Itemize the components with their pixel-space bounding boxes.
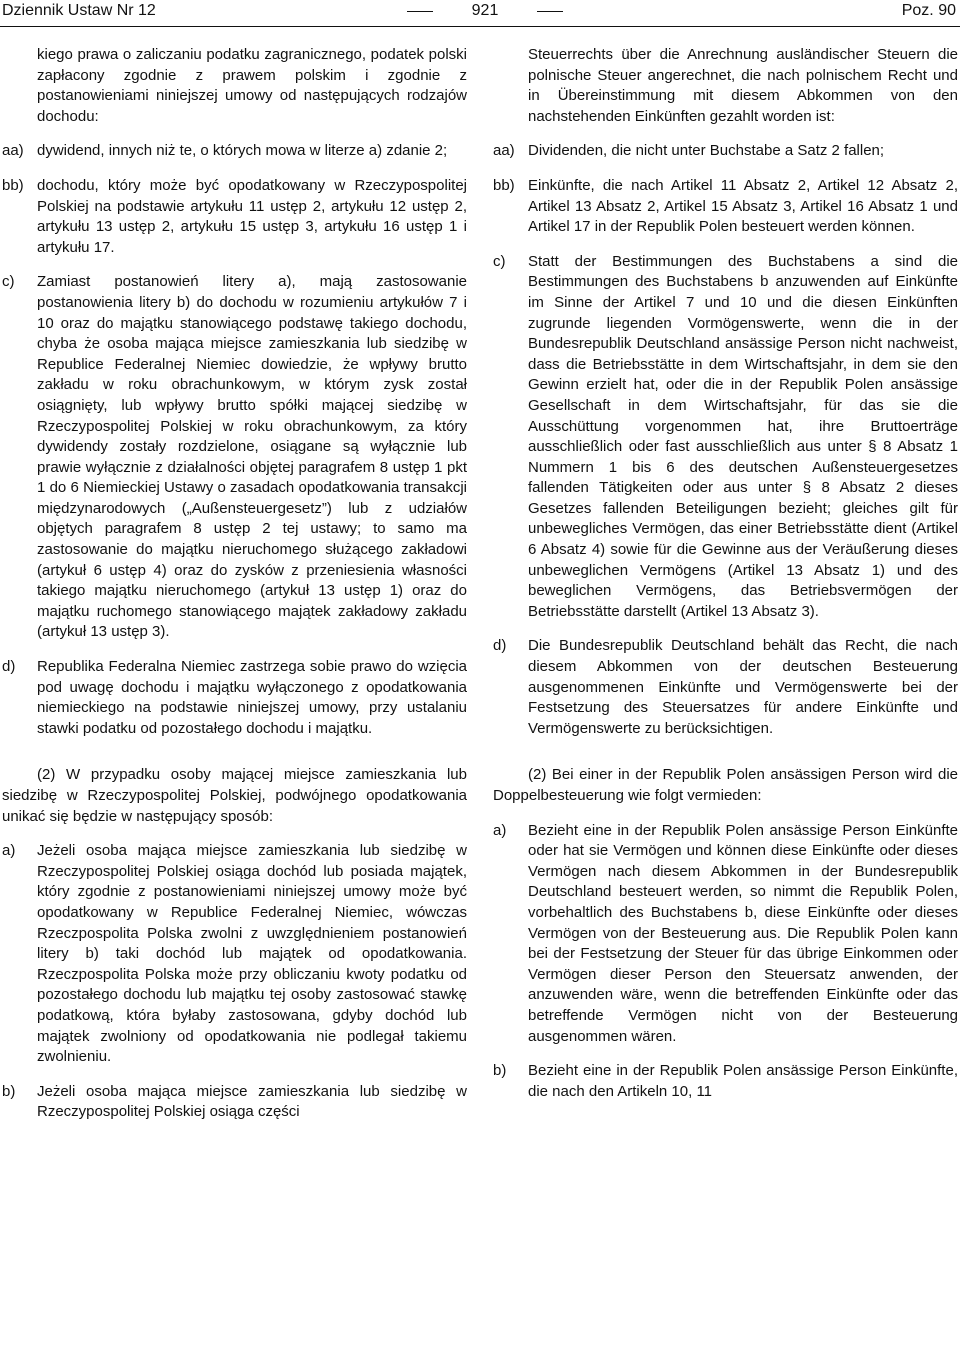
de-item-bb-label: bb)	[493, 176, 515, 194]
de-item-aa	[493, 141, 958, 162]
de-item-d	[493, 636, 958, 739]
pl-item-c	[2, 272, 467, 643]
pl-item-bb	[2, 176, 467, 258]
de-item-b	[493, 1061, 958, 1102]
de-item-d-text: Die Bundesrepublik Deutschland behält das Recht, die nach diesem Abkommen von der deutschen Besteuerung ausgenommenen Einkünfte und Vermögenswerte bei der Festsetzung des Steuersatzes für andere Einkünfte und Vermögenswerte zu berücksichtigen.	[528, 637, 958, 737]
pl-item-bb-text: dochodu, który może być opodatkowany w Rzeczypospolitej Polskiej na podstawie artykułu 11 ustęp 2, artykułu 12 ustęp 2, artykułu 13 ustęp 2, artykułu 15 ustęp 3, artykułu 16 ustęp 1 i artykułu 17.	[37, 176, 467, 256]
pl-item-c-text: Zamiast postanowień litery a), mają zastosowanie postanowienia litery b) do dochodu w rozumieniu artykułów 7 i 10 oraz do majątku stanowiącego podstawę takiego dochodu, chyba że osoba mająca miejsce zamieszkania lub siedzibę w Republice Federalnej Niemiec dowiedzie, że wpływy brutto zakładu w roku obrachunkowym, w którym zysk został osiągnięty, lub wpływy brutto spółki mającej siedzibę w Rzeczypospolitej Polskiej w roku obrachunkowym, za który dywidendy zostały rozdzielone, osiągane są wyłącznie lub prawie wyłącznie z działalności objętej paragrafem 8 ustęp 1 pkt 1 do 6 Niemieckiej Ustawy o zasadach opodatkowania transakcji międzynarodowych („Außensteuergesetz”) lub z udziałów objętych paragrafem 8 ustęp 2 tej ustawy; to samo ma zastosowanie do majątku nieruchomego służącego zakładowi (artykuł 6 ustęp 4) oraz do zysków z przeniesienia własności takiego majątku nieruchomego (artykuł 13 ustęp 1) oraz do majątku ruchomego stanowiącego majątek zakładowy zakładu (artykuł 13 ustęp 3).	[37, 273, 467, 641]
de-item-bb-text: Einkünfte, die nach Artikel 11 Absatz 2, Artikel 12 Absatz 2, Artikel 13 Absatz 2, Artikel 15 Absatz 3, Artikel 16 Absatz 1 und Artikel 17 in der Republik Polen besteuert werden können.	[528, 176, 958, 236]
de-item-a-label: a)	[493, 821, 507, 839]
pl-item-b-text: Jeżeli osoba mająca miejsce zamieszkania lub siedzibę w Rzeczypospolitej Polskiej osiąga części	[37, 1082, 467, 1121]
de-item-a	[493, 821, 958, 1048]
pl-item-a	[2, 841, 467, 1068]
pl-intro: kiego prawa o zaliczaniu podatku zagranicznego, podatek polski zapłacony zgodnie z prawem polskim i zgodnie z postanowieniami niniejszej umowy od następujących rodzajów dochodu:	[37, 46, 467, 125]
de-item-c-text: Statt der Bestimmungen des Buchstabens a sind die Bestimmungen des Buchstabens b anzuwenden auf Einkünfte im Sinne der Artikel 7 und 10 und die diesen Einkünften zugrunde liegenden Vormögenswerte, wenn die in der Bundesrepublik Deutschland ansässige Person nicht nachweist, dass die Betriebsstätte in dem Wirtschaftsjahr, in dem sie den Gewinn erzielt hat, oder die in der Republik Polen ansässige Gesellschaft in dem Wirtschaftsjahr, für das sie die Ausschüttung vorgenommen hat, ihre Bruttoerträge ausschließlich oder fast ausschließlich aus unter § 8 Absatz 1 Nummern 1 bis 6 des deutschen Außensteuergesetzes fallenden Tätigkeiten oder aus unter § 8 Absatz 2 dieses Gesetzes fallenden Beteiligungen bezieht; gleiches gilt für unbewegliches Vermögen, das einer Betriebsstätte dient (Artikel 6 Absatz 4) sowie für die Gewinne aus der Veräußerung dieses unbeweglichen Vermögens (Artikel 13 Absatz 1) und des beweglichen Vermögens, das Betriebsvermögen der Betriebsstätte darstellt (Artikel 13 Absatz 3).	[528, 252, 958, 620]
pl-item-aa-label: aa)	[2, 142, 24, 160]
pl-item-aa	[2, 141, 467, 162]
pl-item-b	[2, 1082, 467, 1123]
de-item-c-label: c)	[493, 252, 506, 270]
page-header	[0, 0, 960, 28]
position-number: Poz. 90	[901, 2, 956, 19]
header-rule	[0, 26, 960, 27]
pl-item-aa-text: dywidend, innych niż te, o których mowa w literze a) zdanie 2;	[37, 142, 448, 160]
polish-column	[2, 45, 467, 1123]
pl-item-d	[2, 657, 467, 739]
page-number: 921	[440, 0, 530, 22]
pl-item-c-label: c)	[2, 273, 15, 291]
german-column	[493, 45, 958, 1102]
de-item-b-label: b)	[493, 1062, 507, 1080]
de-item-d-label: d)	[493, 637, 507, 655]
pl-item-a-text: Jeżeli osoba mająca miejsce zamieszkania lub siedzibę w Rzeczypospolitej Polskiej osiąga dochód lub posiada majątek, który zgodnie z postanowieniami niniejszej umowy może być opodatkowany w Republice Federalnej Niemiec, wówczas Rzeczpospolita Polska zwolni z uwzględnieniem postanowień litery b) taki dochód lub majątek od opodatkowania. Rzeczpospolita Polska może przy obliczaniu kwoty podatku od pozostałego dochodu lub majątku tej osoby zastosować stawkę podatkową, która byłaby zastosowana, gdyby dochód lub majątek zwolniony od opodatkowania nie podlegał takiemu zwolnieniu.	[37, 842, 467, 1066]
de-item-aa-label: aa)	[493, 142, 515, 160]
de-paragraph-2: (2) Bei einer in der Republik Polen ansässigen Person wird die Doppelbesteuerung wie folgt vermieden:	[493, 766, 958, 804]
pl-item-d-label: d)	[2, 658, 16, 676]
pl-paragraph-2: (2) W przypadku osoby mającej miejsce zamieszkania lub siedzibę w Rzeczypospolitej Polskiej, podwójnego opodatkowania unikać się będzie w następujący sposób:	[2, 766, 467, 825]
de-item-a-text: Bezieht eine in der Republik Polen ansässige Person Einkünfte oder hat sie Vermögen und können diese Einkünfte oder dieses Vermögen nach diesem Abkommen in der Bundesrepublik Deutschland besteuert werden, so nimmt die Republik Polen, vorbehaltlich des Buchstabens b, diese Einkünfte oder dieses Vermögen von der Besteuerung aus. Die Republik Polen kann bei der Festsetzung der Steuer für das übrige Einkommen oder Vermögen dieser Person den Steuersatz anwenden, der anzuwenden wäre, wenn die betreffenden Einkünfte oder das betreffende Vermögen nicht von der Besteuerung ausgenommen wären.	[528, 821, 958, 1045]
pl-item-bb-label: bb)	[2, 176, 24, 194]
de-item-b-text: Bezieht eine in der Republik Polen ansässige Person Einkünfte, die nach den Artikeln 10, 11	[528, 1062, 958, 1100]
pl-item-b-label: b)	[2, 1082, 16, 1100]
pl-item-a-label: a)	[2, 842, 16, 860]
pl-item-d-text: Republika Federalna Niemiec zastrzega sobie prawo do wzięcia pod uwagę dochodu i majątku wyłączonego z opodatkowania niemieckiego na podstawie niniejszej umowy, przy ustalaniu stawki podatku od pozostałego dochodu i majątku.	[37, 658, 467, 737]
de-intro: Steuerrechts über die Anrechnung ausländischer Steuern die polnische Steuer angerechnet, die nach polnischem Recht und in Übereinstimmung mit diesem Abkommen von den nachstehenden Einkünften gezahlt worden ist:	[528, 46, 958, 125]
journal-title: Dziennik Ustaw Nr 12	[2, 2, 156, 19]
de-item-bb	[493, 176, 958, 238]
de-item-aa-text: Dividenden, die nicht unter Buchstabe a Satz 2 fallen;	[528, 142, 885, 160]
de-item-c	[493, 252, 958, 623]
